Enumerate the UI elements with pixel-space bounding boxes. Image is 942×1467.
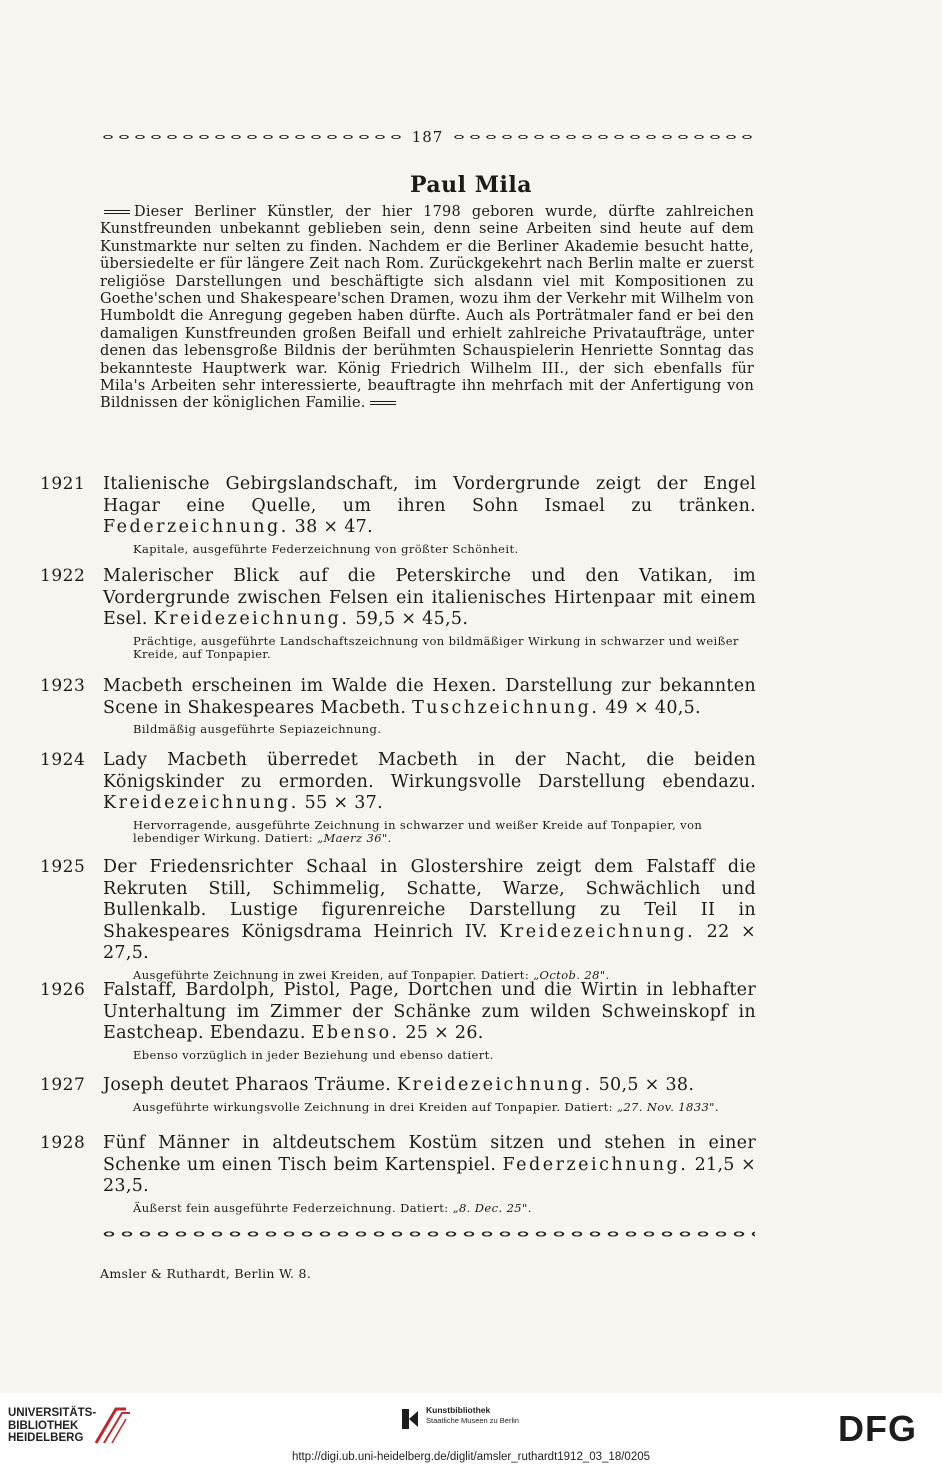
entry-text: Macbeth erscheinen im Walde die Hexen. Darstellung zur bekannten Scene in Shakespeares Macbeth. [103,676,756,718]
artist-title: Paul Mila [409,172,533,198]
catalog-entry [40,857,756,982]
entry-note: Ausgeführte wirkungsvolle Zeichnung in drei Kreiden auf Tonpapier. Datiert: [133,1099,613,1114]
entry-technique: Tuschzeichnung. [412,697,600,718]
entry-text: Joseph deutet Pharaos Träume. [103,1075,392,1095]
page-header [100,126,755,148]
kunstbibliothek-logo-icon [400,1407,420,1431]
entry-size: 25 × 26. [405,1023,484,1043]
header-ornament-left [100,132,404,142]
header-ornament-right [451,132,755,142]
entry-text: Italienische Gebirgslandschaft, im Vordergrunde zeigt der Engel Hagar eine Quelle, um ihren Sohn Ismael zu tränken. [103,474,756,516]
entry-number: 1928 [40,1133,86,1153]
entry-technique: Federzeichnung. [502,1154,689,1175]
entry-number: 1921 [40,474,86,494]
entry-number: 1923 [40,676,86,696]
entry-note: Hervorragende, ausgeführte Zeichnung in schwarzer und weißer Kreide auf Tonpapier, von lebendiger Wirkung. Datiert: [133,817,703,845]
kunstbibliothek-label [426,1405,519,1425]
entry-technique: Federzeichnung. [103,517,289,537]
page-number: 187 [411,128,444,146]
entry-text: Lady Macbeth überredet Macbeth in der Nacht, die beiden Königskinder zu ermorden. Wirkungsvolle Darstellung ebendazu. [103,750,756,792]
entry-note: Bildmäßig ausgeführte Sepiazeichnung. [133,722,382,736]
catalog-entry [40,676,756,737]
entry-technique: Ebenso. [311,1023,400,1043]
catalog-entry [40,750,756,846]
dfg-logo: DFG [838,1408,917,1449]
entry-number: 1927 [40,1075,86,1095]
catalog-entry [40,566,756,662]
footer-ornament [100,1228,755,1240]
kunstbibliothek-subtitle: Staatliche Museen zu Berlin [426,1416,519,1425]
university-logo-icon [92,1403,132,1447]
university-line-3: HEIDELBERG [8,1432,84,1444]
entry-size: 49 × 40,5. [605,697,701,718]
entry-date: „27. Nov. 1833". [616,1099,719,1114]
entry-text: Der Friedensrichter Schaal in Glostershire zeigt dem Falstaff die Rekruten Still, Schimmelig, Schatte, Warze, Schwächlich und Bullenkalb. Lustige figurenreiche Darstellung zu Teil II in Shakespeares Königsdrama Heinrich IV. [103,857,756,942]
entry-note: Ausgeführte Zeichnung in zwei Kreiden, auf Tonpapier. Datiert: [133,967,530,982]
catalog-entry [40,1133,756,1215]
source-url[interactable]: http://digi.ub.uni-heidelberg.de/diglit/amsler_ruthardt1912_03_18/0205 [291,1451,651,1463]
entry-note: Äußerst fein ausgeführte Federzeichnung. Datiert: [133,1200,449,1215]
entry-size: 55 × 37. [304,793,383,813]
university-line-2: BIBLIOTHEK [8,1419,79,1432]
entry-size: 21,5 × 23,5. [103,1154,756,1196]
entry-note: Ebenso vorzüglich in jeder Beziehung und ebenso datiert. [133,1047,494,1062]
publisher-imprint: Amsler & Ruthardt, Berlin W. 8. [100,1266,312,1281]
entry-text: Malerischer Blick auf die Peterskirche und den Vatikan, im Vordergrunde zwischen Felsen ein italienisches Hirtenpaar mit einem Esel. [103,566,756,629]
entry-size: 59,5 × 45,5. [355,609,469,629]
entry-technique: Kreidezeichnung. [396,1075,593,1095]
entry-size: 50,5 × 38. [598,1075,695,1095]
entry-note: Kapitale, ausgeführte Federzeichnung von größter Schönheit. [133,541,519,556]
entry-text: Fünf Männer in altdeutschem Kostüm sitzen und stehen in einer Schenke um einen Tisch beim Kartenspiel. [103,1133,756,1175]
entry-number: 1926 [40,980,86,1000]
entry-technique: Kreidezeichnung. [499,921,696,942]
entry-number: 1925 [40,857,86,877]
biography-text: Dieser Berliner Künstler, der hier 1798 geboren wurde, dürfte zahlreichen Kunstfreunden unbekannt geblieben sein, denn seine Arbeiten sind heute auf dem Kunstmarkte nur selten zu finden. Nachdem er die Berliner Akademie besucht hatte, übersiedelte er für längere Zeit nach Rom. Zurückgekehrt nach Berlin malte er zuerst religiöse Darstellungen und beschäftigte sich alsdann viel mit Kompositionen zu Goethe'schen und Shakespeare'schen Dramen, wozu ihm der Verkehr mit Wilhelm von Humboldt die Anregung gegeben haben dürfte. Auch als Porträtmaler fand er bei den damaligen Kunstfreunden großen Beifall und erhielt zahlreiche Privataufträge, unter denen das lebensgroße Bildnis der berühmten Schauspielerin Henriette Sonntag das bekannteste Hauptwerk war. König Friedrich Wilhelm III., der sich ebenfalls für Mila's Arbeiten sehr interessierte, beauftragte ihn mehrfach mit der Anfertigung von Bildnissen der königlichen Familie. [100,204,754,412]
entry-size: 22 × 27,5. [103,921,756,963]
entry-size: 38 × 47. [294,517,373,537]
entry-number: 1922 [40,566,86,586]
entry-technique: Kreidezeichnung. [153,609,350,629]
dash-ornament [370,401,396,405]
entry-note: Prächtige, ausgeführte Landschaftszeichnung von bildmäßiger Wirkung in schwarzer und weißer Kreide, auf Tonpapier. [133,633,739,661]
entry-date: „8. Dec. 25". [452,1200,532,1215]
dash-ornament [104,210,130,214]
catalog-entry [40,1075,756,1114]
digitization-footer [0,1393,942,1467]
catalog-entry [40,980,756,1062]
entry-number: 1924 [40,750,86,770]
artist-biography [100,204,754,413]
entry-date: „Maerz 36". [317,831,392,845]
kunstbibliothek-title: Kunstbibliothek [426,1405,491,1415]
university-library-logo-text [8,1407,96,1445]
entry-text: Falstaff, Bardolph, Pistol, Page, Dortchen und die Wirtin in lebhafter Unterhaltung im Zimmer der Schänke zum wilden Schweinskopf in Eastcheap. Ebendazu. [103,980,756,1043]
catalog-entry [40,474,756,556]
entry-technique: Kreidezeichnung. [103,793,299,813]
entry-date: „Octob. 28". [533,967,610,982]
university-line-1: UNIVERSITÄTS- [8,1407,97,1419]
